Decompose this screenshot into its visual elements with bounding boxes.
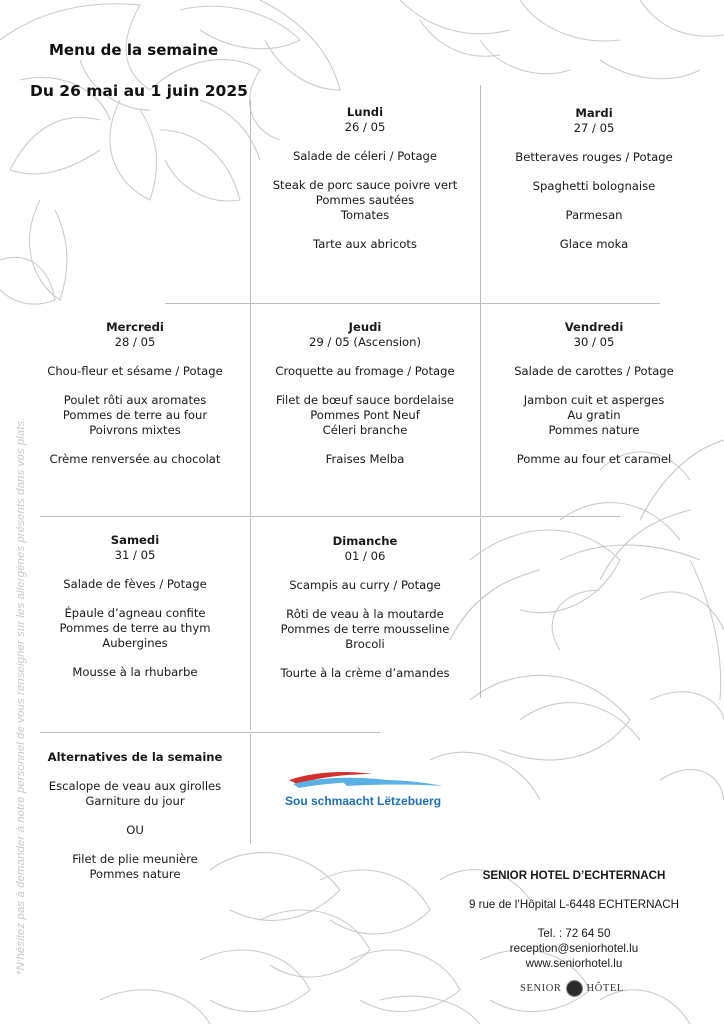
menu-item: Mousse à la rhubarbe — [72, 665, 198, 679]
grid-line — [480, 85, 481, 305]
grid-line — [480, 305, 481, 517]
day-mercredi — [25, 320, 245, 467]
grid-line — [250, 100, 251, 305]
menu-item: Betteraves rouges / Potage — [515, 150, 673, 164]
day-mardi — [484, 106, 704, 252]
menu-item: Tarte aux abricots — [313, 237, 417, 251]
day-name: Samedi — [110, 533, 160, 547]
day-name: Lundi — [346, 105, 384, 119]
day-date: 29 / 05 (Ascension) — [308, 335, 422, 349]
logo-emblem-icon — [566, 980, 583, 997]
day-samedi — [25, 533, 245, 680]
menu-item: Jambon cuit et asperges — [523, 393, 665, 407]
grid-line — [250, 734, 251, 844]
menu-item: Croquette au fromage / Potage — [275, 364, 455, 378]
alternative-item: Garniture du jour — [85, 794, 185, 808]
menu-item: Aubergines — [102, 636, 168, 650]
senior-hotel-logo — [520, 978, 640, 998]
grid-line — [480, 518, 481, 698]
day-dimanche — [255, 534, 475, 681]
grid-line — [40, 732, 380, 733]
allergen-note: *N’hésitez pas à demander à notre personnel de vous renseigner sur les allergènes présents dans vos plats. — [15, 417, 27, 975]
day-name: Vendredi — [564, 320, 624, 334]
alternative-item: Filet de plie meunière — [72, 852, 198, 866]
day-name: Dimanche — [332, 534, 398, 548]
menu-item: Glace moka — [559, 237, 629, 251]
menu-item: Rôti de veau à la moutarde — [286, 607, 444, 621]
sou-schmaacht-logo — [283, 768, 448, 812]
day-date: 31 / 05 — [114, 548, 156, 562]
hotel-contact — [458, 868, 690, 971]
menu-item: Pommes sautées — [315, 193, 415, 207]
menu-item: Tomates — [340, 208, 390, 222]
menu-item: Au gratin — [567, 408, 621, 422]
alternative-item: Pommes nature — [89, 867, 181, 881]
leaves — [450, 440, 724, 640]
menu-item: Épaule d’agneau confite — [64, 606, 206, 620]
hotel-phone: Tel. : 72 64 50 — [537, 927, 611, 940]
menu-item: Salade de carottes / Potage — [514, 364, 674, 378]
menu-item: Céleri branche — [322, 423, 408, 437]
menu-item: Brocoli — [345, 637, 385, 651]
menu-period: Du 26 mai au 1 juin 2025 — [30, 82, 248, 100]
menu-item: Spaghetti bolognaise — [532, 179, 656, 193]
logo-text-left: SENIOR — [520, 982, 562, 994]
hotel-website: www.seniorhotel.lu — [525, 957, 623, 970]
hotel-address: 9 rue de l’Hôpital L-6448 ECHTERNACH — [468, 898, 680, 911]
flower-top-right — [400, 0, 724, 79]
alternative-item: Escalope de veau aux girolles — [48, 779, 222, 793]
grid-line — [250, 305, 251, 517]
grid-line — [250, 518, 251, 730]
menu-item: Parmesan — [565, 208, 623, 222]
menu-item: Pommes de terre mousseline — [280, 622, 450, 636]
sou-logo-text: Sou schmaacht Lëtzebuerg — [285, 794, 442, 808]
day-date: 01 / 06 — [344, 549, 386, 563]
menu-item: Scampis au curry / Potage — [289, 578, 441, 592]
menu-item: Pommes nature — [548, 423, 640, 437]
menu-item: Filet de bœuf sauce bordelaise — [275, 393, 455, 407]
day-date: 28 / 05 — [114, 335, 156, 349]
menu-item: Poivrons mixtes — [89, 423, 181, 437]
menu-item: Pomme au four et caramel — [516, 452, 672, 466]
day-jeudi — [255, 320, 475, 467]
menu-item: Pommes de terre au four — [62, 408, 208, 422]
day-date: 27 / 05 — [573, 121, 615, 135]
menu-item: Pommes de terre au thym — [59, 621, 211, 635]
page-title: Menu de la semaine — [49, 41, 219, 59]
logo-text-right: HÔTEL — [586, 982, 624, 994]
menu-item: Tourte à la crème d’amandes — [280, 666, 450, 680]
menu-item: Crème renversée au chocolat — [49, 452, 221, 466]
menu-item: Steak de porc sauce poivre vert — [272, 178, 458, 192]
menu-item: Chou-fleur et sésame / Potage — [47, 364, 223, 378]
day-date: 26 / 05 — [344, 120, 386, 134]
menu-item: Fraises Melba — [325, 452, 405, 466]
menu-item: Pommes Pont Neuf — [310, 408, 420, 422]
day-name: Mardi — [575, 106, 613, 120]
menu-item: Poulet rôti aux aromates — [63, 393, 207, 407]
day-name: Jeudi — [348, 320, 382, 334]
hotel-name: SENIOR HOTEL D’ECHTERNACH — [482, 869, 666, 882]
menu-item: Salade de fèves / Potage — [63, 577, 207, 591]
alternatives-title: Alternatives de la semaine — [47, 750, 223, 764]
grid-line — [165, 303, 660, 304]
day-lundi — [255, 105, 475, 252]
grid-line — [40, 516, 620, 517]
hotel-email: reception@seniorhotel.lu — [509, 942, 639, 955]
menu-item: Salade de céleri / Potage — [292, 149, 438, 163]
day-name: Mercredi — [106, 320, 164, 334]
day-date: 30 / 05 — [573, 335, 615, 349]
alternatives-section — [25, 750, 245, 882]
day-vendredi — [484, 320, 704, 467]
alternative-item: OU — [126, 823, 144, 837]
